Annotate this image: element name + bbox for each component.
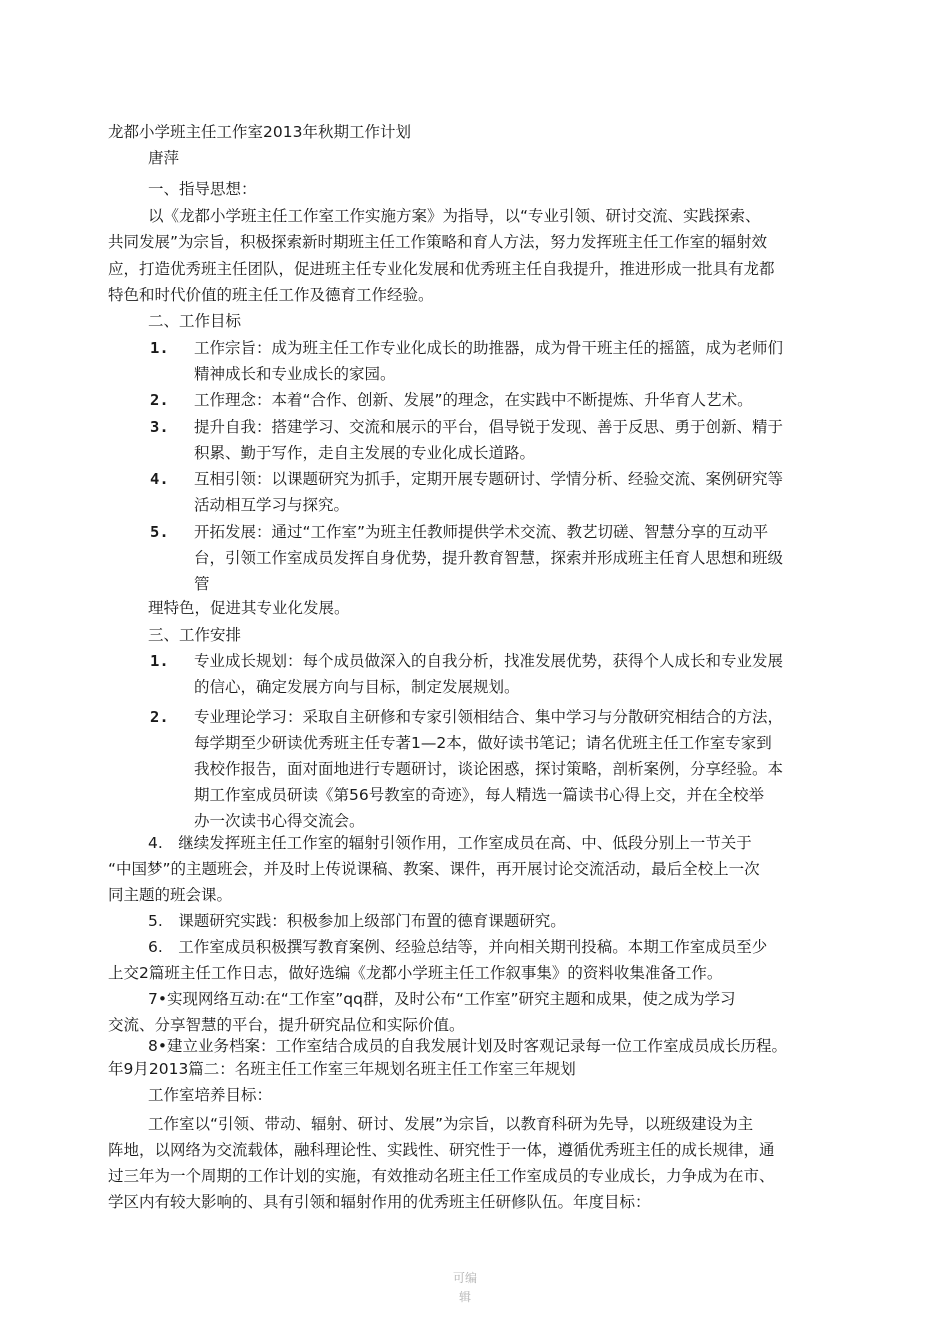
list-number: 4. bbox=[150, 470, 169, 488]
list-item-line: 提升自我：搭建学习、交流和展示的平台，倡导锐于发现、善于反思、勇于创新、精于 bbox=[194, 418, 784, 436]
list-item-line: 开拓发展：通过“工作室”为班主任教师提供学术交流、教艺切磋、智慧分享的互动平 bbox=[194, 523, 769, 541]
part2-subheading: 工作室培养目标： bbox=[148, 1086, 273, 1104]
list-number: 1. bbox=[150, 652, 169, 670]
section-heading: 三、工作安排 bbox=[148, 626, 242, 644]
paragraph-line: 上交2篇班主任工作日志，做好选编《龙都小学班主任工作叙事集》的资料收集准备工作。 bbox=[108, 964, 723, 982]
paragraph-line: 理特色，促进其专业化发展。 bbox=[148, 599, 350, 617]
paragraph-line: “中国梦”的主题班会，并及时上传说课稿、教案、课件，再开展讨论交流活动，最后全校上一次 bbox=[108, 860, 760, 878]
author: 唐萍 bbox=[148, 149, 180, 167]
paragraph-line: 以《龙都小学班主任工作室工作实施方案》为指导，以“专业引领、研讨交流、实践探索、 bbox=[148, 207, 761, 225]
list-item-line: 台，引领工作室成员发挥自身优势，提升教育智慧，探索并形成班主任育人思想和班级 bbox=[194, 549, 784, 567]
list-number: 1. bbox=[150, 339, 169, 357]
paragraph-line: 5. 课题研究实践：积极参加上级部门布置的德育课题研究。 bbox=[148, 912, 566, 930]
list-item-line: 工作理念：本着“合作、创新、发展”的理念，在实践中不断提炼、升华育人艺术。 bbox=[194, 391, 753, 409]
list-item-line: 互相引领：以课题研究为抓手，定期开展专题研讨、学情分析、经验交流、案例研究等 bbox=[194, 470, 784, 488]
list-item-line: 工作宗旨：成为班主任工作专业化成长的助推器，成为骨干班主任的摇篮，成为老师们 bbox=[194, 339, 784, 357]
list-item-line: 每学期至少研读优秀班主任专著1—2本，做好读书笔记；请名优班主任工作室专家到 bbox=[194, 734, 772, 752]
list-item-line: 活动相互学习与探究。 bbox=[194, 496, 350, 514]
paragraph-line: 4. 继续发挥班主任工作室的辐射引领作用，工作室成员在高、中、低段分别上一节关于 bbox=[148, 834, 752, 852]
paragraph-line: 同主题的班会课。 bbox=[108, 886, 233, 904]
list-number: 2. bbox=[150, 708, 169, 726]
list-item-line: 办一次读书心得交流会。 bbox=[194, 812, 365, 830]
paragraph-line: 特色和时代价值的班主任工作及德育工作经验。 bbox=[108, 286, 434, 304]
part2-heading: 年9月2013篇二：名班主任工作室三年规划名班主任工作室三年规划 bbox=[108, 1060, 576, 1078]
section-heading: 一、指导思想： bbox=[148, 180, 257, 198]
paragraph-line: 6. 工作室成员积极撰写教育案例、经验总结等，并向相关期刊投稿。本期工作室成员至少 bbox=[148, 938, 768, 956]
footer-text: 辑 bbox=[458, 1290, 471, 1304]
paragraph-line: 过三年为一个周期的工作计划的实施，有效推动名班主任工作室成员的专业成长，力争成为在市、 bbox=[108, 1167, 775, 1185]
list-item-line: 管 bbox=[194, 575, 210, 593]
paragraph-line: 阵地，以网络为交流载体，融科理论性、实践性、研究性于一体，遵循优秀班主任的成长规律，通 bbox=[108, 1141, 775, 1159]
list-number: 5. bbox=[150, 523, 169, 541]
list-item-line: 我校作报告，面对面地进行专题研讨，谈论困惑，探讨策略，剖析案例，分享经验。本 bbox=[194, 760, 784, 778]
paragraph-line: 交流、分享智慧的平台，提升研究品位和实际价值。 bbox=[108, 1016, 465, 1034]
list-item-line: 的信心，确定发展方向与目标，制定发展规划。 bbox=[194, 678, 520, 696]
list-item-line: 精神成长和专业成长的家园。 bbox=[194, 365, 396, 383]
paragraph-line: 7•实现网络互动:在“工作室”qq群，及时公布“工作室”研究主题和成果，使之成为学习 bbox=[148, 990, 736, 1008]
paragraph-line: 工作室以“引领、带动、辐射、研讨、发展”为宗旨，以教育科研为先导，以班级建设为主 bbox=[148, 1115, 754, 1133]
paragraph-line: 8•建立业务档案：工作室结合成员的自我发展计划及时客观记录每一位工作室成员成长历程。 bbox=[148, 1037, 788, 1055]
list-number: 2. bbox=[150, 391, 169, 409]
paragraph-line: 学区内有较大影响的、具有引领和辐射作用的优秀班主任研修队伍。年度目标： bbox=[108, 1193, 651, 1211]
list-item-line: 积累、勤于写作，走自主发展的专业化成长道路。 bbox=[194, 444, 536, 462]
footer-text: 可编 bbox=[452, 1271, 477, 1285]
list-number: 3. bbox=[150, 418, 169, 436]
paragraph-line: 共同发展”为宗旨，积极探索新时期班主任工作策略和育人方法，努力发挥班主任工作室的辐射效 bbox=[108, 233, 768, 251]
list-item-line: 专业成长规划：每个成员做深入的自我分析，找准发展优势，获得个人成长和专业发展 bbox=[194, 652, 784, 670]
paragraph-line: 应，打造优秀班主任团队，促进班主任专业化发展和优秀班主任自我提升，推进形成一批具有龙都 bbox=[108, 260, 775, 278]
list-item-line: 期工作室成员研读《第56号教室的奇迹》，每人精选一篇读书心得上交，并在全校举 bbox=[194, 786, 764, 804]
list-item-line: 专业理论学习：采取自主研修和专家引领相结合、集中学习与分散研究相结合的方法， bbox=[194, 708, 784, 726]
section-heading: 二、工作目标 bbox=[148, 312, 242, 330]
document-title: 龙都小学班主任工作室2013年秋期工作计划 bbox=[108, 123, 411, 141]
